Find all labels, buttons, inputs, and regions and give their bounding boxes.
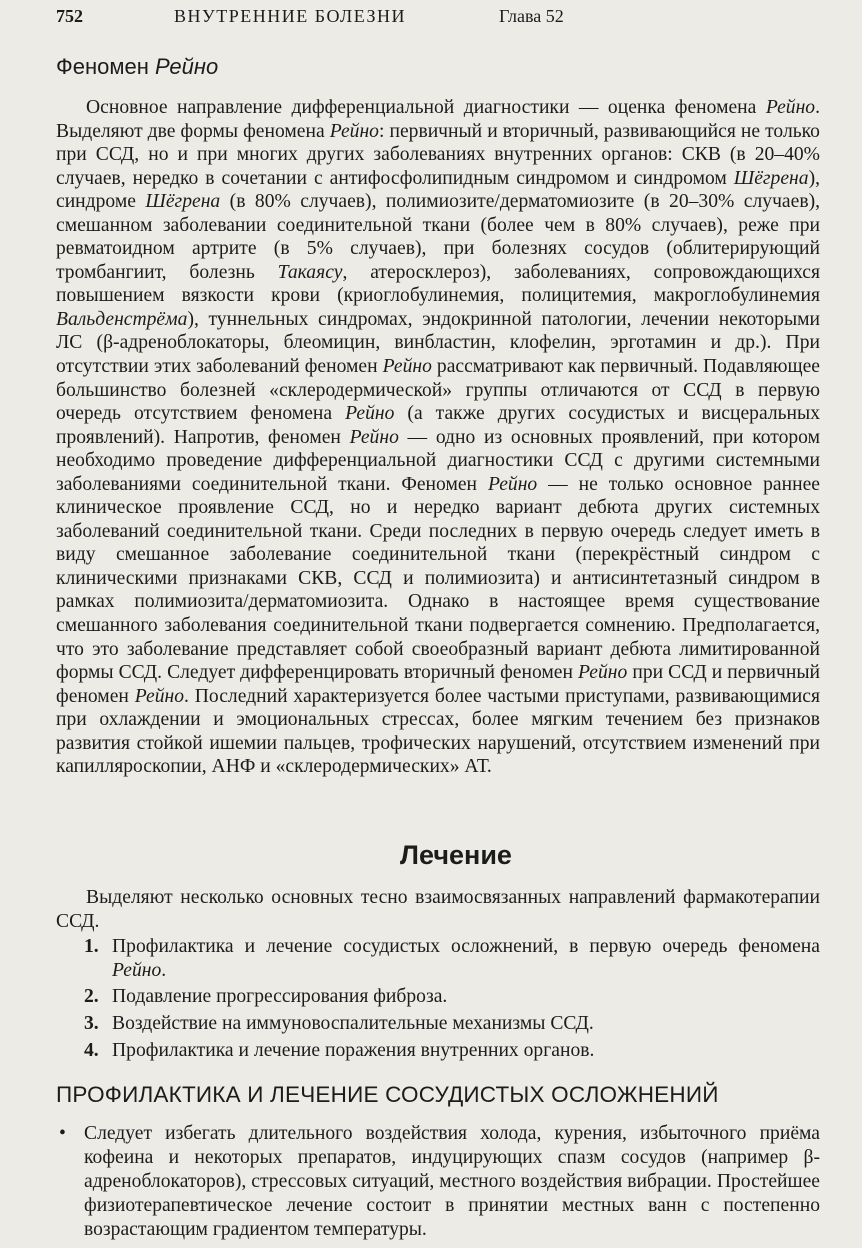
treatment-heading: Лечение	[400, 840, 512, 870]
list-item: 4. Профилактика и лечение поражения внутренних органов.	[84, 1039, 595, 1061]
section-title-prefix: Феномен	[56, 54, 155, 79]
bullet-text: Следует избегать длительного воздействия холода, курения, избыточного приёма кофеина и некоторых препаратов, индуцирующих спазм сосудов (например β-адреноблокаторов), стрессовых ситуаций, местного воздействия вибрации. Простейшее физиотерапевтическое лечение состоит в принятии местных ванн с постепенно возрастающим градиентом температуры.	[84, 1123, 820, 1240]
section-title	[56, 54, 218, 80]
list-item: 2. Подавление прогрессирования фиброза.	[84, 986, 448, 1008]
vascular-heading: ПРОФИЛАКТИКА И ЛЕЧЕНИЕ СОСУДИСТЫХ ОСЛОЖНЕНИЙ	[56, 1082, 719, 1107]
running-title: ВНУТРЕННИЕ БОЛЕЗНИ	[174, 6, 406, 26]
vascular-bullet	[56, 1122, 820, 1242]
chapter-label: Глава 52	[499, 6, 564, 26]
treatment-intro: Выделяют несколько основных тесно взаимосвязанных направлений фармакотерапии ССД.	[56, 887, 820, 932]
page-header	[56, 6, 816, 32]
section-title-italic: Рейно	[154, 54, 219, 79]
bullet-marker: •	[59, 1123, 66, 1144]
page-number: 752	[56, 6, 83, 26]
list-item: 3. Воздействие на иммуновоспалительные механизмы ССД.	[84, 1013, 594, 1035]
raynaud-paragraph: Основное направление дифференциальной диагностики — оценка феномена Рейно. Выделяют две формы феномена Рейно: первичный и вторичный, развивающийся не только при ССД, но и при многих других заболеваниях внутренних органов: СКВ (в 20–40% случаев, нередко в сочетании с антифосфолипидным синдромом и синдромом Шёгрена), синдроме Шёгрена (в 80% случаев), полимиозите/дерматомиозите (в 20–30% случаев), смешанном заболевании соединительной ткани (более чем в 80% случаев), реже при ревматоидном артрите (в 5% случаев), при болезнях сосудов (облитерирующий тромбангиит, болезнь Такаясу, атеросклероз), заболеваниях, сопровождающихся повышением вязкости крови (криоглобулинемия, полицитемия, макроглобулинемия Вальденстрёма), туннельных синдромах, эндокринной патологии, лечении некоторыми ЛС (β-адреноблокаторы, блеомицин, винбластин, клофелин, эрготамин и др.). При отсутствии этих заболеваний феномен Рейно рассматривают как первичный. Подавляющее большинство болезней «склеродермической» группы отличаются от ССД в первую очередь отсутствием феномена Рейно (а также других сосудистых и висцеральных проявлений). Напротив, феномен Рейно — одно из основных проявлений, при котором необходимо проведение дифференциальной диагностики ССД с другими системными заболеваниями соединительной ткани. Феномен Рейно — не только основное раннее клиническое проявление ССД, но и нередко вариант дебюта других системных заболеваний соединительной ткани. Среди последних в первую очередь следует иметь в виду смешанное заболевание соединительной ткани (перекрёстный синдром с клиническими признаками СКВ, ССД и полимиозита) и антисинтетазный синдром в рамках полимиозита/дерматомиозита. Однако в настоящее время существование смешанного заболевания соединительной ткани подвергается сомнению. Предполагается, что это заболевание представляет собой своеобразный вариант дебюта лимитированной формы ССД. Следует дифференцировать вторичный феномен Рейно при ССД и первичный феномен Рейно. Последний характеризуется более частыми приступами, развивающимися при охлаждении и эмоциональных стрессах, более мягким течением без признаков развития стойкой ишемии пальцев, трофических нарушений, отсутствием изменений при капилляроскопии, АНФ и «склеродермических» АТ.	[56, 97, 821, 778]
list-item: 1. Профилактика и лечение сосудистых осложнений, в первую очередь феномена Рейно.	[84, 936, 820, 981]
treatment-list	[56, 935, 820, 1066]
